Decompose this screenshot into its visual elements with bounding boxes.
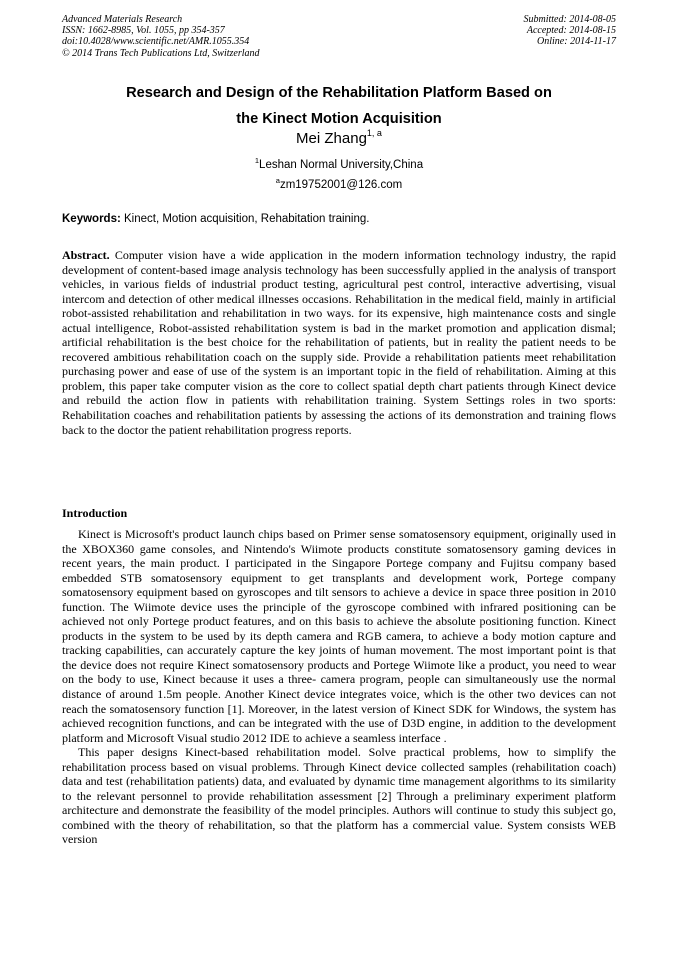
abstract-text: Computer vision have a wide application in the modern information technology industry, the rapid development of content-based image analysis technology has been successfully applied in the analysis of transport vehicles, in various fields of industrial product testing, agricultural pest control, interactive advertising, visual intercom and detection of other medical illnesses occasions. Rehabilitation in the medical field, mainly in artificial robot-assisted rehabilitation and rehabilitation in two ways. for its expensive, high maintenance costs and single actual intelligence, Robot-assisted rehabilitation system is bad in the market promotion and application dismal; artificial rehabilitation is the best choice for the rehabilitation of patients, but in reality the patient needs to be recovered ambitious rehabilitation coach on the supply side. Provide a rehabilitation patients meet rehabilitation purchasing power and ease of use of the system is an important topic in the field of rehabilitation. Aiming at this problem, this paper take computer vision as the core to collect spatial depth chart patients through Kinect device and rebuild the action flow in patients with rehabilitation training. System Settings roles in two sports: Rehabilitation coaches and rehabilitation patients by assessing the actions of its demonstration and training flows back to the doctor the patient rehabilitation progress reports. — [62, 248, 617, 437]
email-superscript: a — [275, 176, 280, 185]
author-name: Mei Zhang — [296, 130, 367, 147]
title-line-1: Research and Design of the Rehabilitation Platform Based on — [126, 85, 552, 101]
date-accepted: Accepted: 2014-08-15 — [526, 25, 616, 37]
keywords-text: Kinect, Motion acquisition, Rehabitation training. — [124, 213, 370, 225]
section-heading-introduction: Introduction — [62, 506, 128, 520]
abstract — [62, 248, 616, 437]
keywords-label: Keywords: — [62, 213, 121, 225]
paper-title — [62, 80, 616, 132]
date-submitted: Submitted: 2014-08-05 — [523, 14, 616, 25]
author-email — [62, 178, 616, 192]
affiliation-text: Leshan Normal University,China — [259, 159, 424, 171]
date-online: Online: 2014-11-17 — [537, 36, 616, 48]
author — [62, 129, 616, 149]
affiliation — [62, 158, 616, 172]
intro-paragraph-2: This paper designs Kinect-based rehabilitation model. Solve practical problems, how to simplify the rehabilitation process based on visual problems. Through Kinect device collected samples (rehabilitation coach) data and test (rehabilitation patients) data, and evaluated by dynamic time management algorithms to its similarity to the relevant personnel to provide rehabilitation assessment [2] Through a preliminary experiment platform architecture and demonstrate the feasibility of the model principles. Authors will continue to study this subject go, combined with the theory of rehabilitation, so that the platform has a commercial value. System consists WEB version — [62, 745, 616, 847]
journal-doi: doi:10.4028/www.scientific.net/AMR.1055.354 — [62, 36, 250, 48]
affiliation-superscript: 1 — [254, 156, 260, 165]
keywords — [62, 212, 616, 226]
email-text: zm19752001@126.com — [279, 179, 403, 191]
journal-copyright: © 2014 Trans Tech Publications Ltd, Switzerland — [62, 47, 260, 59]
publication-dates — [524, 14, 617, 48]
abstract-label: Abstract. — [62, 248, 110, 262]
intro-paragraph-1: Kinect is Microsoft's product launch chips based on Primer sense somatosensory equipment, originally used in the XBOX360 game consoles, and Nintendo's Wiimote products constitute somatosensory gaming devices in recent years, the main product. I participated in the Singapore Portege company and Fujitsu company based embedded STB somatosensory equipment to get transplants and development work, Portege company somatosensory equipment based on gyroscopes and tilt sensors to achieve a device in space three position in 2010 function. The Wiimote device uses the principle of the gyroscope combined with infrared positioning can be achieved not only Portege product features, and on this basis to achieve the absolute positioning function. Kinect products in the system to be used by its depth camera and RGB camera, to achieve a body motion capture and tracking capabilities, can accurately capture the key joints of human movement. The most important point is that the device does not require Kinect somatosensory products and Portege Wiimote like a product, you need to wear on the body to use, Kinect because it uses a three- camera program, people can simultaneously use the normal distance of around 1.5m people. Another Kinect device integrates voice, which is the other two devices can not reach the somatosensory function [1]. Moreover, in the latest version of Kinect SDK for Windows, the system has achieved recognition functions, and can be integrated with the use of D3D engine, in addition to the development platform and Microsoft Visual studio 2012 IDE to achieve a seamless interface . — [62, 527, 616, 745]
journal-issn: ISSN: 1662-8985, Vol. 1055, pp 354-357 — [62, 25, 225, 37]
author-superscript: 1, a — [366, 128, 382, 138]
introduction-body — [62, 527, 616, 847]
journal-name: Advanced Materials Research — [62, 14, 183, 25]
title-line-2: the Kinect Motion Acquisition — [236, 111, 442, 127]
journal-info — [62, 14, 260, 59]
